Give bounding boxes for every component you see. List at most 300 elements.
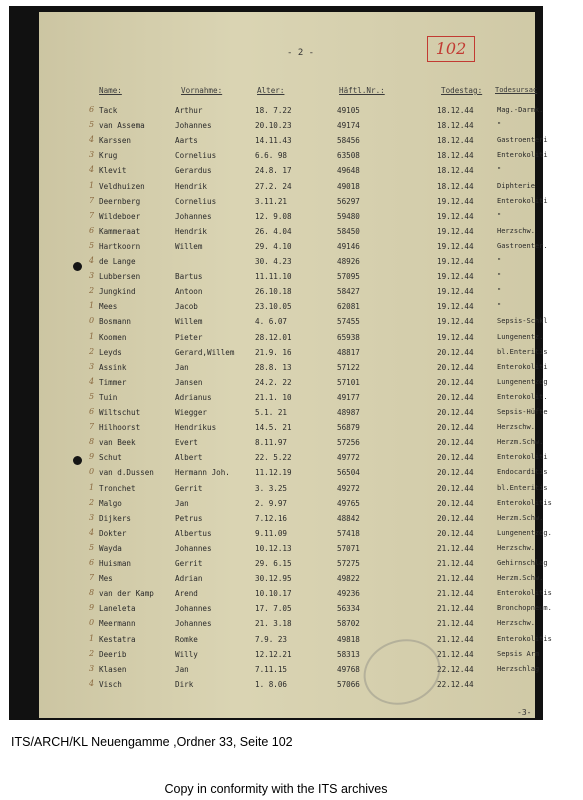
row-first-name: Willy <box>175 649 198 659</box>
row-prisoner-number: 57095 <box>337 272 360 282</box>
row-name: van Beek <box>99 438 136 448</box>
row-death-date: 19.12.44 <box>437 302 474 312</box>
row-death-date: 20.12.44 <box>437 392 474 402</box>
row-name: Kammeraat <box>99 226 141 236</box>
row-age: 30. 4.23 <box>255 257 292 266</box>
row-first-name: Albertus <box>175 528 212 538</box>
row-death-date: 21.12.44 <box>437 634 474 644</box>
table-row <box>89 120 528 135</box>
row-cause: Sepsis Arm <box>497 649 540 658</box>
row-death-date: 19.12.44 <box>437 226 474 236</box>
row-name: van der Kamp <box>99 589 154 599</box>
table-row <box>89 135 548 150</box>
row-cause: Enterokoliti <box>497 151 548 160</box>
row-death-date: 20.12.44 <box>437 438 474 448</box>
row-death-date: 20.12.44 <box>437 347 474 357</box>
row-prisoner-number: 49818 <box>337 634 360 644</box>
row-age: 4. 6.07 <box>255 317 288 327</box>
row-first-name: Gerrit <box>175 483 203 493</box>
row-tick-mark: 4 <box>89 135 95 145</box>
row-name: Wildeboer <box>99 211 141 221</box>
row-first-name: Hendrik <box>175 181 208 191</box>
row-tick-mark: 7 <box>89 573 95 583</box>
row-first-name: Johannes <box>175 121 212 131</box>
row-tick-mark: 9 <box>89 452 95 462</box>
row-first-name: Bartus <box>175 272 203 282</box>
row-name: Tack <box>99 106 118 115</box>
row-prisoner-number: 57418 <box>337 528 360 538</box>
row-first-name: Albert <box>175 453 203 463</box>
row-first-name: Jan <box>175 362 189 372</box>
row-prisoner-number: 57101 <box>337 377 360 387</box>
row-prisoner-number: 49177 <box>337 392 360 402</box>
header-name: Name: <box>99 86 122 95</box>
row-tick-mark: 1 <box>89 482 95 492</box>
row-name: Koomen <box>99 332 127 342</box>
row-first-name: Romke <box>175 634 198 644</box>
row-tick-mark: 0 <box>89 467 95 477</box>
row-cause: Lungenentzdg <box>497 377 548 386</box>
row-prisoner-number: 58313 <box>337 649 360 659</box>
row-first-name: Adrian <box>175 574 203 584</box>
row-age: 27.2. 24 <box>255 181 292 191</box>
row-first-name: Arend <box>175 589 198 599</box>
row-prisoner-number: 48817 <box>337 347 360 357</box>
table-row <box>89 512 544 528</box>
row-age: 10.10.17 <box>255 589 292 599</box>
row-tick-mark: 4 <box>89 376 95 386</box>
row-name: Krug <box>99 151 118 161</box>
row-cause: Mag.-Darmk. <box>497 106 544 114</box>
row-prisoner-number: 56334 <box>337 604 360 614</box>
row-name: Laneleta <box>99 604 136 614</box>
row-cause: Diphterie <box>497 181 535 190</box>
row-first-name: Willem <box>175 317 203 327</box>
row-name: Assink <box>99 362 127 372</box>
row-first-name: Wiegger <box>175 408 208 417</box>
row-cause: " <box>497 121 502 130</box>
row-name: van d.Dussen <box>99 468 154 478</box>
row-age: 8.11.97 <box>255 438 288 448</box>
row-death-date: 18.12.44 <box>437 166 474 176</box>
row-death-date: 19.12.44 <box>437 196 474 206</box>
row-cause: Herzschw. <box>497 543 535 552</box>
row-tick-mark: 2 <box>89 346 95 356</box>
row-age: 21.9. 16 <box>255 347 292 357</box>
row-name: Dijkers <box>99 513 132 523</box>
row-tick-mark: 7 <box>89 422 95 432</box>
row-death-date: 20.12.44 <box>437 468 474 478</box>
row-name: Deerib <box>99 649 127 659</box>
row-age: 28.8. 13 <box>255 362 292 372</box>
row-prisoner-number: 49018 <box>337 181 360 191</box>
row-name: Huisman <box>99 559 132 568</box>
archive-caption: ITS/ARCH/KL Neuengamme ,Ordner 33, Seite 102 <box>11 735 293 749</box>
row-tick-mark: 1 <box>89 331 95 341</box>
row-death-date: 22.12.44 <box>437 679 474 689</box>
row-name: de Lange <box>99 257 136 266</box>
row-name: Schut <box>99 453 122 463</box>
table-row <box>89 678 528 694</box>
table-row <box>89 331 544 347</box>
row-prisoner-number: 57066 <box>337 679 360 689</box>
row-cause: " <box>497 302 502 311</box>
row-death-date: 20.12.44 <box>437 423 474 433</box>
row-age: 14.11.43 <box>255 136 292 146</box>
table-row <box>89 558 548 573</box>
row-first-name: Jacob <box>175 302 198 312</box>
row-age: 21.1. 10 <box>255 392 292 402</box>
row-tick-mark: 7 <box>89 210 95 220</box>
row-tick-mark: 8 <box>89 437 95 447</box>
row-death-date: 21.12.44 <box>437 649 474 659</box>
row-age: 6.6. 98 <box>255 151 288 161</box>
row-name: Mees <box>99 302 118 312</box>
table-row <box>89 346 548 362</box>
row-age: 29. 4.10 <box>255 241 292 251</box>
row-cause: Enterokoliti <box>497 362 548 371</box>
row-prisoner-number: 58427 <box>337 287 360 297</box>
row-death-date: 21.12.44 <box>437 619 474 629</box>
row-tick-mark: 3 <box>89 512 95 522</box>
row-cause: Herzm.Schw. <box>497 574 544 583</box>
row-first-name: Adrianus <box>175 392 212 402</box>
row-prisoner-number: 63508 <box>337 151 360 161</box>
row-death-date: 21.12.44 <box>437 604 474 614</box>
table-row <box>89 180 535 196</box>
row-name: Kestatra <box>99 634 136 644</box>
row-death-date: 19.12.44 <box>437 332 474 342</box>
table-row <box>89 648 540 664</box>
row-age: 12. 9.08 <box>255 211 292 221</box>
row-death-date: 18.12.44 <box>437 181 474 191</box>
row-first-name: Hendrik <box>175 226 208 236</box>
row-tick-mark: 6 <box>89 407 95 416</box>
row-death-date: 20.12.44 <box>437 498 474 508</box>
row-cause: Enterokolit. <box>497 392 548 401</box>
row-death-date: 20.12.44 <box>437 453 474 463</box>
row-name: Jungkind <box>99 287 136 297</box>
row-name: Lubbersen <box>99 272 141 282</box>
row-death-date: 20.12.44 <box>437 528 474 538</box>
row-first-name: Gerard,Willem <box>175 347 235 357</box>
row-prisoner-number: 49174 <box>337 121 360 131</box>
row-death-date: 18.12.44 <box>437 151 474 161</box>
row-cause: Herzm.Schw. <box>497 513 544 522</box>
page-number: - 2 - <box>287 48 315 58</box>
row-death-date: 19.12.44 <box>437 272 474 282</box>
row-first-name: Johannes <box>175 543 212 553</box>
row-age: 9.11.09 <box>255 528 288 538</box>
row-prisoner-number: 49765 <box>337 498 360 508</box>
row-name: Deernberg <box>99 196 141 206</box>
row-cause: Sepsis-Hüfte <box>497 408 548 416</box>
copy-conformity-note: Copy in conformity with the ITS archives <box>164 782 388 796</box>
punch-hole <box>73 262 82 271</box>
row-death-date: 20.12.44 <box>437 377 474 387</box>
row-tick-mark: 3 <box>89 361 95 371</box>
row-name: Bosmann <box>99 317 132 327</box>
row-tick-mark: 6 <box>89 225 95 235</box>
row-tick-mark: 4 <box>89 256 95 265</box>
row-tick-mark: 7 <box>89 195 95 205</box>
row-first-name: Cornelius <box>175 196 217 206</box>
row-first-name: Dirk <box>175 679 194 689</box>
table-row <box>89 210 528 226</box>
row-cause: Endocarditis <box>497 468 548 477</box>
table-row <box>89 225 535 241</box>
row-tick-mark: 5 <box>89 120 95 130</box>
row-tick-mark: 6 <box>89 105 95 114</box>
table-row <box>89 603 552 618</box>
table-row <box>89 150 548 165</box>
row-cause: bl.Enteritis <box>497 347 548 356</box>
row-age: 22. 5.22 <box>255 453 292 463</box>
row-death-date: 22.12.44 <box>437 664 474 674</box>
row-name: Klasen <box>99 664 127 674</box>
row-cause: " <box>497 272 502 281</box>
table-row <box>89 301 528 316</box>
header-prisoner-number: Häftl.Nr.: <box>339 86 385 95</box>
table-row <box>89 588 552 603</box>
row-age: 21. 3.18 <box>255 619 292 629</box>
table-row <box>89 316 548 331</box>
row-name: Meermann <box>99 619 136 629</box>
row-death-date: 21.12.44 <box>437 559 474 568</box>
row-cause: Herzschw. <box>497 619 535 628</box>
row-age: 7.12.16 <box>255 513 288 523</box>
row-name: Tuin <box>99 392 118 402</box>
row-prisoner-number: 49772 <box>337 453 360 463</box>
row-prisoner-number: 57071 <box>337 543 360 553</box>
row-first-name: Jan <box>175 664 189 674</box>
table-row <box>89 452 548 467</box>
table-row <box>89 497 552 513</box>
row-first-name: Antoon <box>175 287 203 297</box>
row-prisoner-number: 58456 <box>337 136 360 146</box>
row-death-date: 19.12.44 <box>437 211 474 221</box>
row-cause: " <box>497 211 502 220</box>
table-header <box>99 86 538 100</box>
row-death-date: 19.12.44 <box>437 257 474 266</box>
table-row <box>89 391 548 407</box>
row-tick-mark: 3 <box>89 663 95 673</box>
row-age: 24.8. 17 <box>255 166 292 176</box>
row-age: 26.10.18 <box>255 287 292 297</box>
header-cause: Todesursac <box>495 86 538 94</box>
row-tick-mark: 0 <box>89 618 95 628</box>
row-death-date: 21.12.44 <box>437 574 474 584</box>
table-row <box>89 195 548 211</box>
row-first-name: Gerardus <box>175 166 212 176</box>
row-name: Karssen <box>99 136 132 146</box>
row-prisoner-number: 57122 <box>337 362 360 372</box>
table-row <box>89 482 548 498</box>
row-death-date: 21.12.44 <box>437 589 474 599</box>
row-cause: Enterokolitis <box>497 589 552 598</box>
row-name: Tronchet <box>99 483 136 493</box>
row-cause: Herzschw. <box>497 226 535 235</box>
row-first-name: Pieter <box>175 332 203 342</box>
row-first-name: Johannes <box>175 211 212 221</box>
row-death-date: 20.12.44 <box>437 513 474 523</box>
row-prisoner-number: 49146 <box>337 241 360 251</box>
row-death-date: 19.12.44 <box>437 317 474 327</box>
table-row <box>89 165 528 180</box>
table-row <box>89 256 528 271</box>
row-first-name: Arthur <box>175 106 203 115</box>
row-name: Wayda <box>99 543 122 553</box>
row-cause: Lungenentz. <box>497 332 544 341</box>
row-prisoner-number: 49105 <box>337 106 360 115</box>
row-cause: Enterokolitis <box>497 634 552 643</box>
table-row <box>89 407 548 422</box>
header-first-name: Vornahme: <box>181 86 223 95</box>
row-prisoner-number: 49648 <box>337 166 360 176</box>
row-age: 23.10.05 <box>255 302 292 312</box>
table-row <box>89 633 552 649</box>
row-tick-mark: 1 <box>89 633 95 643</box>
row-age: 7.11.15 <box>255 664 288 674</box>
row-cause: Herzm.Schw. <box>497 438 544 447</box>
row-name: Malgo <box>99 498 122 508</box>
row-name: Leyds <box>99 347 122 357</box>
table-row <box>89 618 535 633</box>
row-first-name: Hendrikus <box>175 423 217 433</box>
row-cause: Gastroenteri <box>497 136 548 145</box>
row-name: van Assema <box>99 121 145 131</box>
table-row <box>89 361 548 377</box>
row-age: 28.12.01 <box>255 332 292 342</box>
row-death-date: 20.12.44 <box>437 408 474 417</box>
row-age: 7.9. 23 <box>255 634 288 644</box>
header-age: Alter: <box>257 86 285 95</box>
row-age: 10.12.13 <box>255 543 292 553</box>
row-prisoner-number: 57275 <box>337 559 360 568</box>
row-tick-mark: 5 <box>89 542 95 552</box>
row-age: 26. 4.04 <box>255 226 292 236</box>
row-cause: Enterokoliti <box>497 196 548 205</box>
row-age: 2. 9.97 <box>255 498 288 508</box>
row-prisoner-number: 56297 <box>337 196 360 206</box>
row-prisoner-number: 49768 <box>337 664 360 674</box>
row-tick-mark: 4 <box>89 678 95 688</box>
row-cause: Enterokoliti <box>497 453 548 462</box>
row-death-date: 18.12.44 <box>437 121 474 131</box>
row-age: 3.11.21 <box>255 196 288 206</box>
row-first-name: Petrus <box>175 513 203 523</box>
table-row <box>89 271 528 286</box>
row-death-date: 20.12.44 <box>437 362 474 372</box>
row-name: Mes <box>99 574 113 584</box>
table-row <box>89 376 548 392</box>
row-age: 18. 7.22 <box>255 106 292 115</box>
table-row <box>89 663 540 679</box>
row-tick-mark: 2 <box>89 497 95 507</box>
row-prisoner-number: 65938 <box>337 332 360 342</box>
table-row <box>89 422 535 437</box>
header-death-date: Todestag: <box>441 86 483 95</box>
row-name: Klevit <box>99 166 127 176</box>
table-row <box>89 437 544 452</box>
row-death-date: 20.12.44 <box>437 483 474 493</box>
row-tick-mark: 4 <box>89 527 95 537</box>
row-first-name: Johannes <box>175 604 212 614</box>
row-prisoner-number: 57256 <box>337 438 360 448</box>
row-death-date: 18.12.44 <box>437 106 474 115</box>
document-page <box>39 12 552 718</box>
row-name: Hilhoorst <box>99 423 141 433</box>
row-first-name: Johannes <box>175 619 212 629</box>
scanned-document-frame <box>9 6 552 720</box>
punch-hole <box>73 456 82 465</box>
row-prisoner-number: 49236 <box>337 589 360 599</box>
row-prisoner-number: 58702 <box>337 619 360 629</box>
row-age: 1. 8.06 <box>255 679 288 689</box>
row-first-name: Jansen <box>175 377 203 387</box>
row-cause: Gastroenter. <box>497 241 548 250</box>
row-prisoner-number: 56879 <box>337 423 360 433</box>
row-cause: " <box>497 257 502 265</box>
row-cause: Sepsis-Schkl <box>497 317 548 326</box>
row-age: 29. 6.15 <box>255 559 292 568</box>
row-prisoner-number: 58450 <box>337 226 360 236</box>
row-age: 11.11.10 <box>255 272 292 282</box>
table-row <box>89 105 544 120</box>
row-death-date: 21.12.44 <box>437 543 474 553</box>
row-cause: Lungenentzdg. <box>497 528 552 537</box>
row-tick-mark: 0 <box>89 316 95 326</box>
row-first-name: Hermann Joh. <box>175 468 230 478</box>
row-death-date: 18.12.44 <box>437 136 474 146</box>
row-name: Visch <box>99 679 122 689</box>
row-tick-mark: 4 <box>89 165 95 175</box>
row-cause: Bronchopneum. <box>497 604 552 613</box>
row-prisoner-number: 59480 <box>337 211 360 221</box>
row-age: 5.1. 21 <box>255 408 288 417</box>
row-cause: Enterokolitis <box>497 498 552 507</box>
table-row <box>89 240 548 256</box>
table-row <box>89 467 548 482</box>
row-cause: " <box>497 287 502 296</box>
row-age: 24.2. 22 <box>255 377 292 387</box>
row-tick-mark: 3 <box>89 150 95 160</box>
row-name: Veldhuizen <box>99 181 145 191</box>
row-prisoner-number: 48987 <box>337 408 360 417</box>
row-tick-mark: 8 <box>89 588 95 598</box>
row-first-name: Evert <box>175 438 198 448</box>
row-prisoner-number: 48842 <box>337 513 360 523</box>
footer-mark: -3- <box>517 708 532 717</box>
row-name: Hartkoorn <box>99 241 141 251</box>
row-name: Dokter <box>99 528 127 538</box>
row-age: 11.12.19 <box>255 468 292 478</box>
row-tick-mark: 5 <box>89 240 95 250</box>
row-first-name: Aarts <box>175 136 198 146</box>
row-cause: Herzschw. <box>497 423 535 432</box>
row-death-date: 19.12.44 <box>437 287 474 297</box>
row-tick-mark: 3 <box>89 271 95 281</box>
row-tick-mark: 6 <box>89 558 95 567</box>
row-cause: Gehirnschlag <box>497 559 548 567</box>
row-tick-mark: 1 <box>89 180 95 190</box>
row-first-name: Gerrit <box>175 559 203 568</box>
row-tick-mark: 9 <box>89 603 95 613</box>
row-first-name: Jan <box>175 498 189 508</box>
row-tick-mark: 1 <box>89 301 95 311</box>
row-prisoner-number: 49822 <box>337 574 360 584</box>
row-age: 3. 3.25 <box>255 483 288 493</box>
